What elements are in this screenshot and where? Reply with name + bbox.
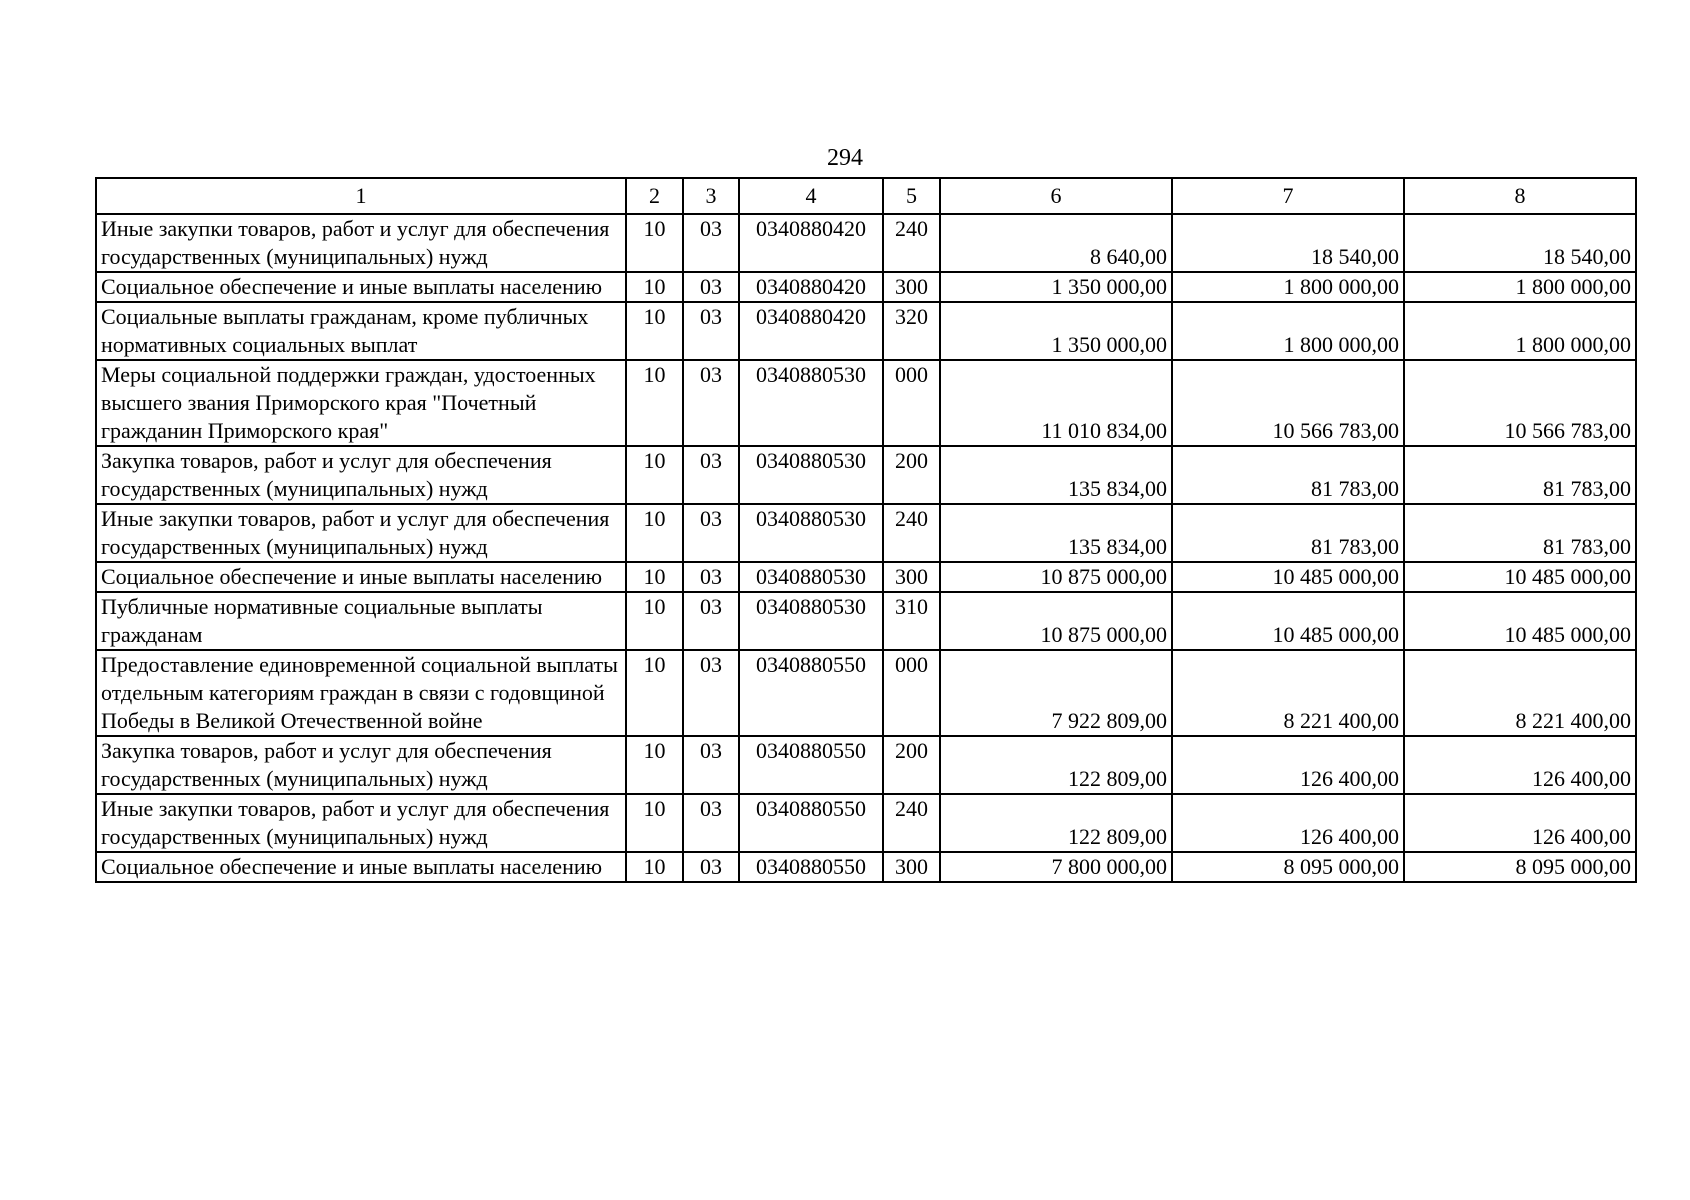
amount-cell-col7: 10 485 000,00 [1172, 592, 1404, 650]
target-article-cell: 0340880420 [739, 302, 883, 360]
amount-cell-col8: 126 400,00 [1404, 794, 1636, 852]
amount-cell-col8: 8 221 400,00 [1404, 650, 1636, 736]
table-row [96, 794, 1636, 852]
amount-cell-col6: 7 800 000,00 [940, 852, 1172, 882]
header-row [96, 178, 1636, 214]
column-header: 7 [1172, 178, 1404, 214]
row-name-cell: Меры социальной поддержки граждан, удостоенных высшего звания Приморского края "Почетный гражданин Приморского края" [96, 360, 626, 446]
table-row [96, 302, 1636, 360]
column-header: 4 [739, 178, 883, 214]
subsection-cell: 03 [683, 272, 739, 302]
expense-type-cell: 300 [883, 562, 940, 592]
section-cell: 10 [626, 446, 683, 504]
amount-cell-col8: 18 540,00 [1404, 214, 1636, 272]
amount-cell-col6: 10 875 000,00 [940, 592, 1172, 650]
expense-type-cell: 300 [883, 852, 940, 882]
amount-cell-col8: 81 783,00 [1404, 446, 1636, 504]
row-name-cell: Иные закупки товаров, работ и услуг для обеспечения государственных (муниципальных) нужд [96, 794, 626, 852]
section-cell: 10 [626, 794, 683, 852]
amount-cell-col8: 1 800 000,00 [1404, 272, 1636, 302]
target-article-cell: 0340880530 [739, 562, 883, 592]
amount-cell-col6: 8 640,00 [940, 214, 1172, 272]
table-body [96, 214, 1636, 882]
expense-type-cell: 000 [883, 360, 940, 446]
section-cell: 10 [626, 592, 683, 650]
expense-type-cell: 200 [883, 446, 940, 504]
subsection-cell: 03 [683, 504, 739, 562]
table-row [96, 562, 1636, 592]
section-cell: 10 [626, 302, 683, 360]
amount-cell-col6: 135 834,00 [940, 504, 1172, 562]
column-header: 3 [683, 178, 739, 214]
subsection-cell: 03 [683, 562, 739, 592]
amount-cell-col8: 81 783,00 [1404, 504, 1636, 562]
section-cell: 10 [626, 736, 683, 794]
subsection-cell: 03 [683, 794, 739, 852]
column-header: 8 [1404, 178, 1636, 214]
amount-cell-col8: 126 400,00 [1404, 736, 1636, 794]
amount-cell-col6: 1 350 000,00 [940, 272, 1172, 302]
subsection-cell: 03 [683, 650, 739, 736]
table-row [96, 852, 1636, 882]
target-article-cell: 0340880550 [739, 736, 883, 794]
section-cell: 10 [626, 360, 683, 446]
target-article-cell: 0340880530 [739, 504, 883, 562]
target-article-cell: 0340880550 [739, 852, 883, 882]
amount-cell-col7: 81 783,00 [1172, 504, 1404, 562]
amount-cell-col7: 126 400,00 [1172, 794, 1404, 852]
subsection-cell: 03 [683, 592, 739, 650]
amount-cell-col6: 11 010 834,00 [940, 360, 1172, 446]
expense-type-cell: 000 [883, 650, 940, 736]
row-name-cell: Иные закупки товаров, работ и услуг для обеспечения государственных (муниципальных) нужд [96, 214, 626, 272]
amount-cell-col8: 10 566 783,00 [1404, 360, 1636, 446]
table-row [96, 360, 1636, 446]
amount-cell-col6: 135 834,00 [940, 446, 1172, 504]
expense-type-cell: 240 [883, 794, 940, 852]
subsection-cell: 03 [683, 360, 739, 446]
target-article-cell: 0340880550 [739, 650, 883, 736]
amount-cell-col6: 122 809,00 [940, 736, 1172, 794]
amount-cell-col6: 10 875 000,00 [940, 562, 1172, 592]
expense-type-cell: 300 [883, 272, 940, 302]
target-article-cell: 0340880420 [739, 272, 883, 302]
table-row [96, 592, 1636, 650]
amount-cell-col7: 10 566 783,00 [1172, 360, 1404, 446]
page-number: 294 [827, 145, 863, 171]
row-name-cell: Публичные нормативные социальные выплаты гражданам [96, 592, 626, 650]
section-cell: 10 [626, 504, 683, 562]
amount-cell-col7: 1 800 000,00 [1172, 302, 1404, 360]
amount-cell-col6: 122 809,00 [940, 794, 1172, 852]
target-article-cell: 0340880530 [739, 592, 883, 650]
row-name-cell: Социальное обеспечение и иные выплаты населению [96, 852, 626, 882]
amount-cell-col8: 10 485 000,00 [1404, 592, 1636, 650]
subsection-cell: 03 [683, 852, 739, 882]
amount-cell-col8: 8 095 000,00 [1404, 852, 1636, 882]
row-name-cell: Закупка товаров, работ и услуг для обеспечения государственных (муниципальных) нужд [96, 736, 626, 794]
section-cell: 10 [626, 214, 683, 272]
expense-type-cell: 200 [883, 736, 940, 794]
section-cell: 10 [626, 852, 683, 882]
column-header: 6 [940, 178, 1172, 214]
section-cell: 10 [626, 650, 683, 736]
amount-cell-col7: 8 221 400,00 [1172, 650, 1404, 736]
column-header: 1 [96, 178, 626, 214]
subsection-cell: 03 [683, 736, 739, 794]
expense-type-cell: 310 [883, 592, 940, 650]
table-row [96, 650, 1636, 736]
amount-cell-col7: 10 485 000,00 [1172, 562, 1404, 592]
amount-cell-col7: 8 095 000,00 [1172, 852, 1404, 882]
column-header: 2 [626, 178, 683, 214]
amount-cell-col7: 126 400,00 [1172, 736, 1404, 794]
row-name-cell: Социальные выплаты гражданам, кроме публичных нормативных социальных выплат [96, 302, 626, 360]
target-article-cell: 0340880530 [739, 360, 883, 446]
subsection-cell: 03 [683, 302, 739, 360]
subsection-cell: 03 [683, 214, 739, 272]
target-article-cell: 0340880530 [739, 446, 883, 504]
table-row [96, 214, 1636, 272]
expense-type-cell: 320 [883, 302, 940, 360]
column-header: 5 [883, 178, 940, 214]
table-row [96, 504, 1636, 562]
amount-cell-col7: 18 540,00 [1172, 214, 1404, 272]
amount-cell-col7: 81 783,00 [1172, 446, 1404, 504]
amount-cell-col7: 1 800 000,00 [1172, 272, 1404, 302]
expense-type-cell: 240 [883, 504, 940, 562]
row-name-cell: Закупка товаров, работ и услуг для обеспечения государственных (муниципальных) нужд [96, 446, 626, 504]
row-name-cell: Социальное обеспечение и иные выплаты населению [96, 562, 626, 592]
table-row [96, 446, 1636, 504]
amount-cell-col8: 1 800 000,00 [1404, 302, 1636, 360]
row-name-cell: Иные закупки товаров, работ и услуг для обеспечения государственных (муниципальных) нужд [96, 504, 626, 562]
section-cell: 10 [626, 562, 683, 592]
section-cell: 10 [626, 272, 683, 302]
target-article-cell: 0340880550 [739, 794, 883, 852]
budget-table [95, 177, 1637, 883]
row-name-cell: Социальное обеспечение и иные выплаты населению [96, 272, 626, 302]
row-name-cell: Предоставление единовременной социальной выплаты отдельным категориям граждан в связи с годовщиной Победы в Великой Отечественной войне [96, 650, 626, 736]
table-row [96, 272, 1636, 302]
amount-cell-col6: 1 350 000,00 [940, 302, 1172, 360]
expense-type-cell: 240 [883, 214, 940, 272]
target-article-cell: 0340880420 [739, 214, 883, 272]
amount-cell-col8: 10 485 000,00 [1404, 562, 1636, 592]
amount-cell-col6: 7 922 809,00 [940, 650, 1172, 736]
subsection-cell: 03 [683, 446, 739, 504]
table-row [96, 736, 1636, 794]
